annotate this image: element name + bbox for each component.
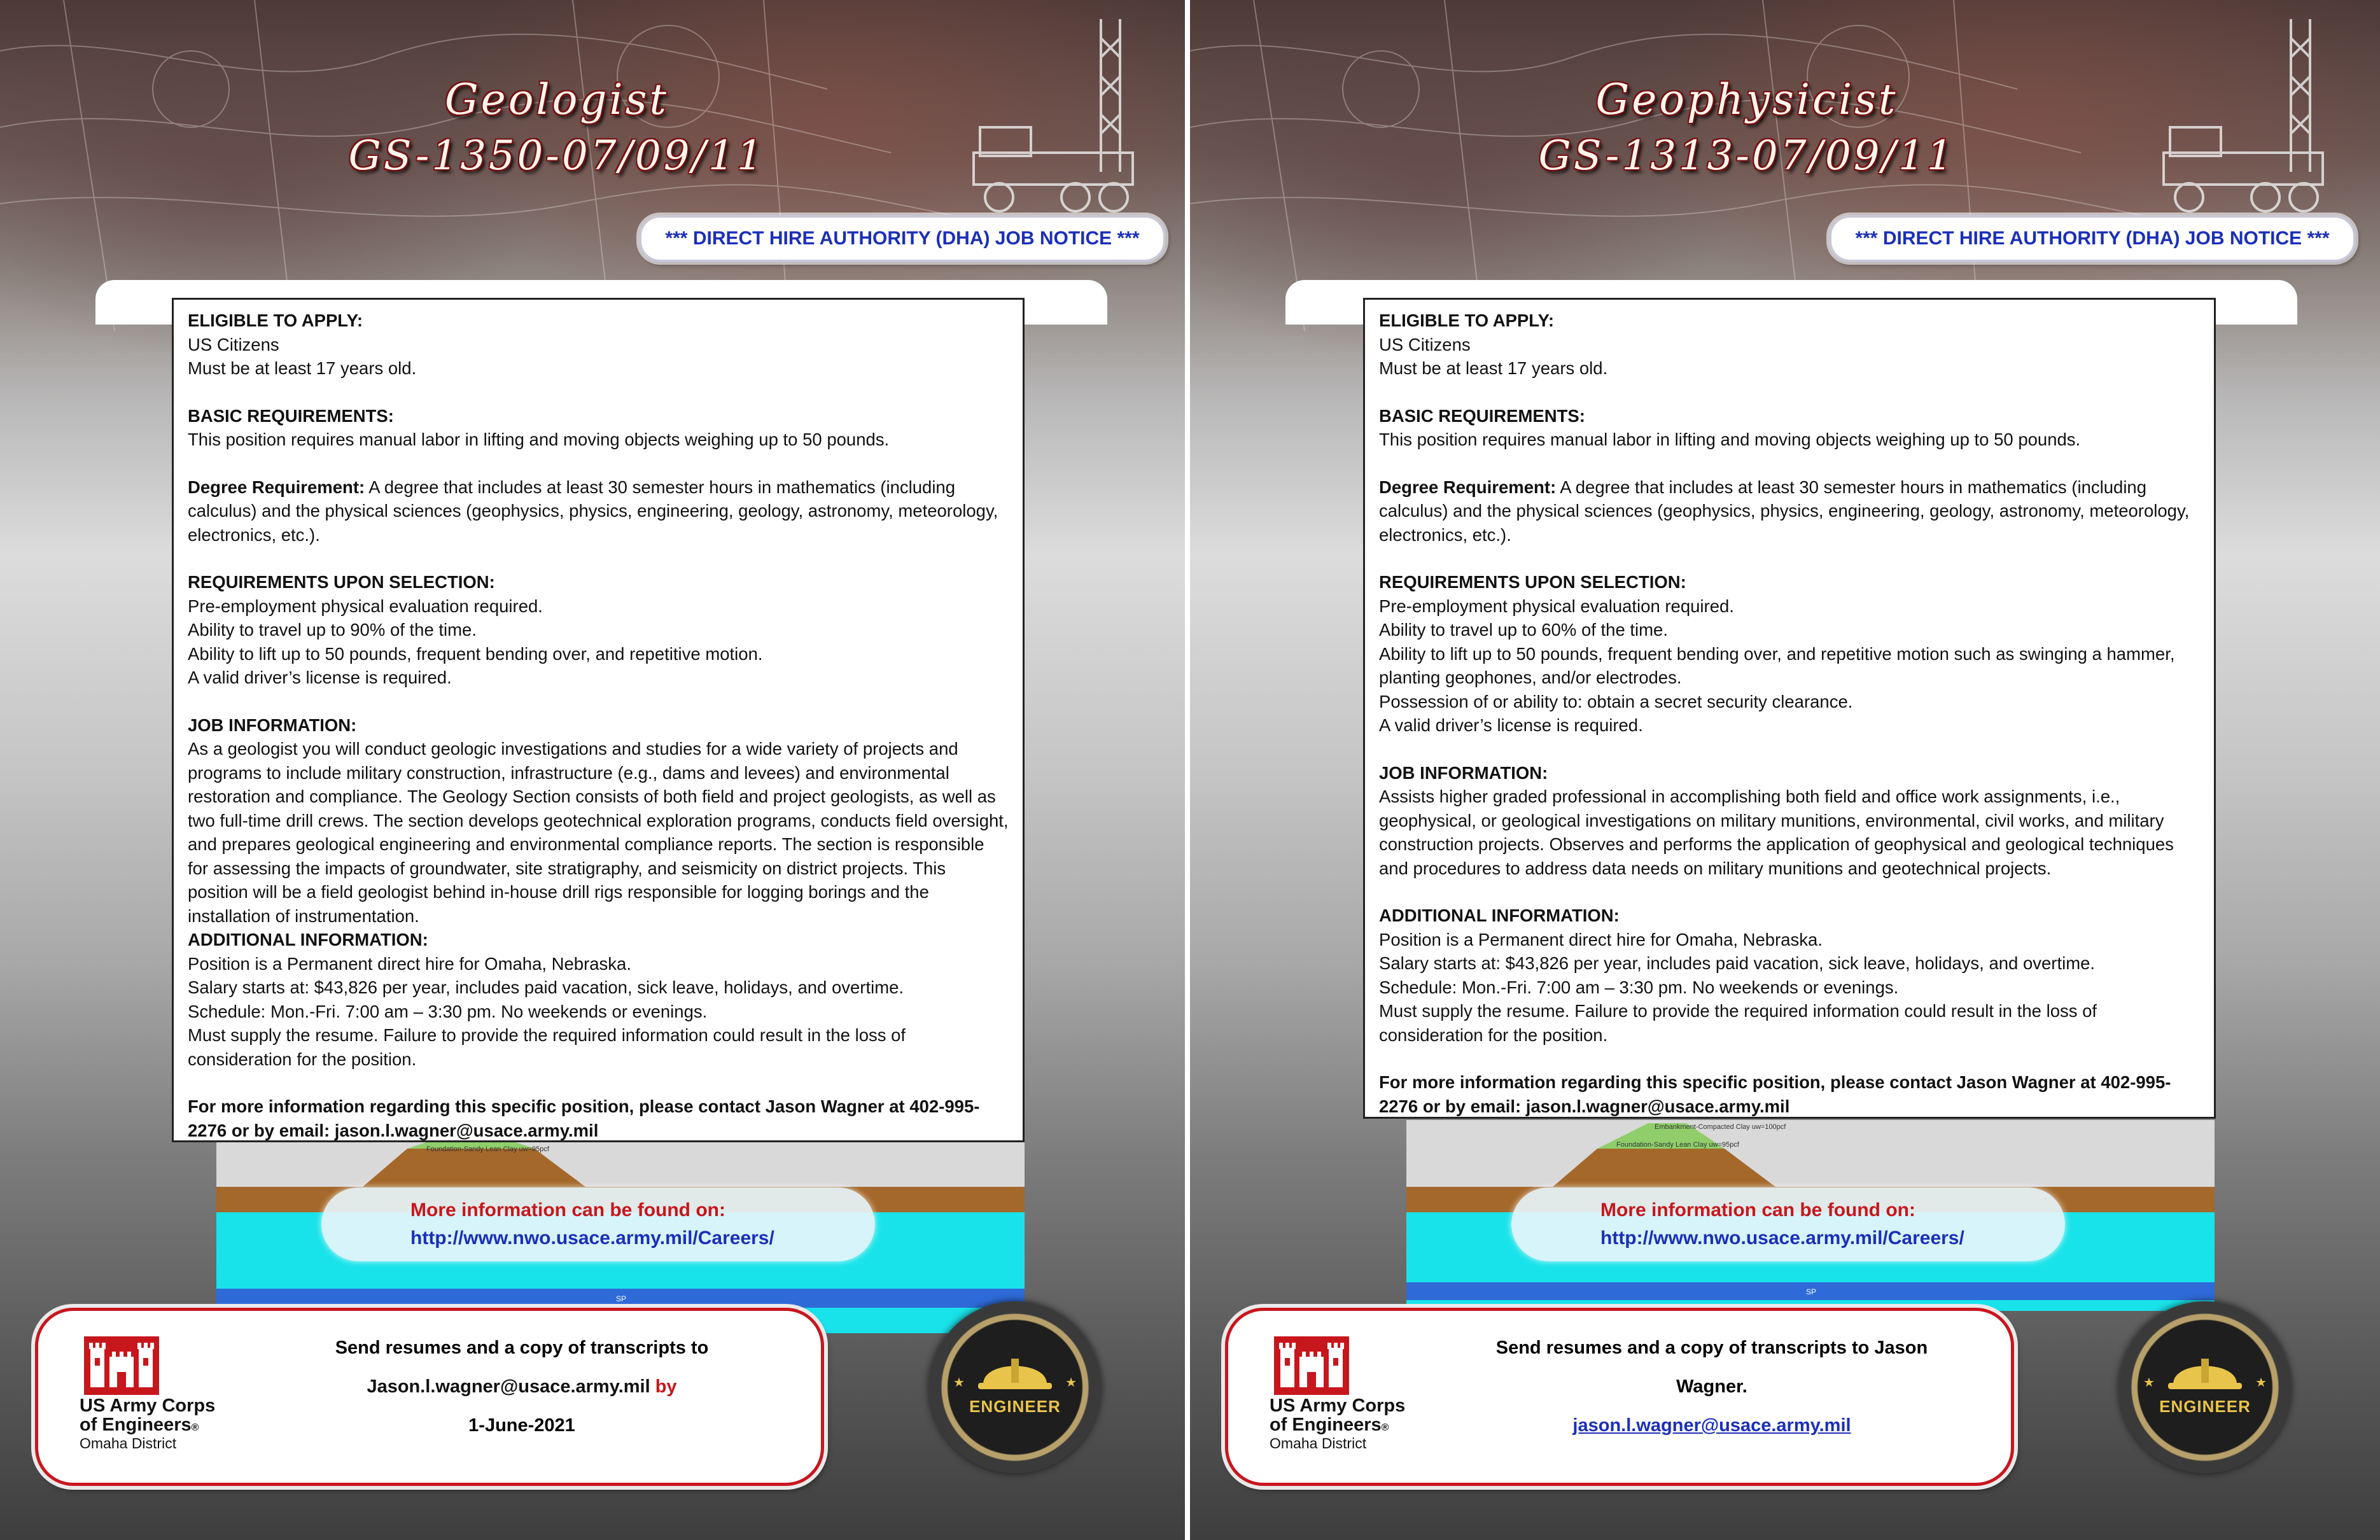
more-info-callout bbox=[1511, 1187, 2065, 1261]
additional-line: Must supply the resume. Failure to provide the required information could result in the loss of consideration for the position. bbox=[188, 1025, 906, 1069]
job-title: Geologist bbox=[444, 75, 669, 124]
degree-label: Degree Requirement: bbox=[1379, 477, 1557, 497]
degree-requirement bbox=[188, 475, 1009, 547]
degree-label: Degree Requirement: bbox=[188, 477, 365, 497]
additional-line: Schedule: Mon.-Fri. 7:00 am – 3:30 pm. No weekends or evenings. bbox=[1379, 977, 1899, 997]
upon-selection-heading: REQUIREMENTS UPON SELECTION: bbox=[1379, 572, 1686, 592]
star-icon: ★ bbox=[953, 1376, 965, 1390]
additional-line: Must supply the resume. Failure to provide the required information could result in the loss of consideration for the position. bbox=[1379, 1001, 2097, 1045]
additional-line: Salary starts at: $43,826 per year, includes paid vacation, sick leave, holidays, and overtime. bbox=[188, 977, 904, 997]
send-instructions: Send resumes and a copy of transcripts to bbox=[335, 1338, 709, 1358]
eligible-line: Must be at least 17 years old. bbox=[1379, 358, 1608, 378]
basic-heading: BASIC REQUIREMENTS: bbox=[188, 405, 394, 426]
engineer-badge bbox=[929, 1301, 1101, 1473]
org-district: Omaha District bbox=[80, 1435, 177, 1452]
basic-heading: BASIC REQUIREMENTS: bbox=[1379, 405, 1585, 426]
additional-info-heading: ADDITIONAL INFORMATION: bbox=[188, 930, 428, 949]
upon-line: Pre-employment physical evaluation required. bbox=[1379, 596, 1734, 616]
degree-text: A degree that includes at least 30 semester hours in mathematics (including calculus) and the physical sciences (geophysics, physics, engineering, geology, astronomy, meteorology, electronics, etc.). bbox=[1379, 477, 2190, 545]
castle-logo-icon bbox=[1274, 1336, 1349, 1395]
upon-line: A valid driver’s license is required. bbox=[1379, 715, 1643, 735]
job-info-heading: JOB INFORMATION: bbox=[188, 715, 357, 735]
footer-panel bbox=[35, 1308, 824, 1486]
layer-label: SP bbox=[616, 1294, 627, 1303]
send-instructions: Send resumes and a copy of transcripts to Jason bbox=[1495, 1338, 1928, 1358]
footer-panel bbox=[1225, 1308, 2014, 1486]
send-email[interactable]: Jason.l.wagner@usace.army.mil bbox=[367, 1376, 650, 1397]
send-email-line: Jason.l.wagner@usace.army.mil by bbox=[367, 1376, 677, 1397]
job-info-text: As a geologist you will conduct geologic investigations and studies for a wide variety of projects and programs to include military construction, infrastructure (e.g., dams and levees) and environmental restoration and compliance. The Geology Section consists of both field and project geologists, as well as two full-time drill crews. The section develops geotechnical exploration programs, conducts field oversight, and prepares geological engineering and environmental compliance reports. The section is responsible for assessing the impacts of groundwater, site stratigraphy, and seismicity on district projects. This position will be a field geologist behind in-house drill rigs responsible for logging borings and the installation of instrumentation. bbox=[188, 739, 1009, 926]
contact-info: For more information regarding this specific position, please contact Jason Wagner at 402-995-2276 or by email: jason.l.wagner@usace.army.mil bbox=[1379, 1072, 2171, 1116]
send-instructions-cont: Wagner. bbox=[1676, 1376, 1747, 1397]
dha-notice-banner: *** DIRECT HIRE AUTHORITY (DHA) JOB NOTICE *** bbox=[639, 215, 1166, 262]
upon-line: Pre-employment physical evaluation required. bbox=[188, 596, 543, 616]
upon-selection-heading: REQUIREMENTS UPON SELECTION: bbox=[188, 572, 495, 592]
badge-text: ENGINEER bbox=[969, 1397, 1061, 1416]
geophysicist-flyer bbox=[1190, 0, 2380, 1540]
more-info-label: More information can be found on: bbox=[410, 1200, 725, 1221]
badge-text: ENGINEER bbox=[2159, 1397, 2251, 1416]
job-title: Geophysicist bbox=[1595, 75, 1898, 124]
hardhat-icon bbox=[977, 1347, 1053, 1392]
additional-info-heading: ADDITIONAL INFORMATION: bbox=[1379, 906, 1620, 925]
upon-line: Ability to lift up to 50 pounds, frequent bending over, and repetitive motion such as swinging a hammer, planting geophones, and/or electrodes. bbox=[1379, 643, 2175, 687]
castle-logo-icon bbox=[84, 1336, 159, 1395]
additional-line: Position is a Permanent direct hire for Omaha, Nebraska. bbox=[188, 953, 631, 974]
star-icon: ★ bbox=[1065, 1376, 1077, 1390]
job-grade: GS-1350-07/09/11 bbox=[348, 132, 766, 179]
upon-line: Ability to travel up to 60% of the time. bbox=[1379, 620, 1668, 640]
additional-line: Salary starts at: $43,826 per year, includes paid vacation, sick leave, holidays, and overtime. bbox=[1379, 953, 2096, 973]
basic-line: This position requires manual labor in lifting and moving objects weighing up to 50 pounds. bbox=[1379, 430, 2081, 449]
additional-line: Position is a Permanent direct hire for Omaha, Nebraska. bbox=[1379, 929, 1823, 949]
basic-line: This position requires manual labor in lifting and moving objects weighing up to 50 pounds. bbox=[188, 430, 890, 449]
job-info-text: Assists higher graded professional in accomplishing both field and office work assignments, i.e., geophysical, or geological investigations on military munitions, environmental, civil works, and military construction projects. Observes and performs the application of geophysical and geological techniques and procedures to address data needs on military munitions and geotechnical projects. bbox=[1379, 787, 2174, 878]
contact-info: For more information regarding this specific position, please contact Jason Wagner at 402-995-2276 or by email: jason.l.wagner@usace.army.mil bbox=[188, 1096, 980, 1140]
star-icon: ★ bbox=[2255, 1376, 2267, 1390]
job-details-box bbox=[1363, 298, 2216, 1119]
eligible-heading: ELIGIBLE TO APPLY: bbox=[188, 311, 363, 330]
eligible-heading: ELIGIBLE TO APPLY: bbox=[1379, 311, 1555, 330]
eligible-line: US Citizens bbox=[188, 334, 279, 354]
more-info-callout bbox=[321, 1187, 875, 1261]
foundation-label: Foundation-Sandy Lean Clay uw=95pcf bbox=[426, 1145, 549, 1153]
eligible-line: Must be at least 17 years old. bbox=[188, 358, 417, 378]
star-icon: ★ bbox=[2143, 1376, 2155, 1390]
additional-line: Schedule: Mon.-Fri. 7:00 am – 3:30 pm. No weekends or evenings. bbox=[188, 1001, 708, 1021]
upon-line: A valid driver’s license is required. bbox=[188, 668, 452, 687]
upon-line: Possession of or ability to: obtain a secret security clearance. bbox=[1379, 691, 1853, 711]
careers-link[interactable]: http://www.nwo.usace.army.mil/Careers/ bbox=[410, 1228, 774, 1249]
job-info-heading: JOB INFORMATION: bbox=[1379, 762, 1548, 783]
hardhat-icon bbox=[2167, 1347, 2243, 1392]
engineer-badge bbox=[2119, 1301, 2291, 1473]
degree-requirement bbox=[1379, 475, 2200, 547]
job-grade: GS-1313-07/09/11 bbox=[1538, 132, 1956, 179]
org-district: Omaha District bbox=[1270, 1435, 1367, 1452]
layer-label: SP bbox=[1806, 1287, 1817, 1296]
careers-link[interactable]: http://www.nwo.usace.army.mil/Careers/ bbox=[1600, 1228, 1964, 1249]
dha-notice-banner: *** DIRECT HIRE AUTHORITY (DHA) JOB NOTICE *** bbox=[1829, 215, 2356, 262]
send-email-link[interactable]: jason.l.wagner@usace.army.mil bbox=[1572, 1415, 1851, 1436]
foundation-label: Foundation-Sandy Lean Clay uw=95pcf bbox=[1616, 1141, 1739, 1149]
degree-text: A degree that includes at least 30 semester hours in mathematics (including calculus) and the physical sciences (geophysics, physics, engineering, geology, astronomy, meteorology, electronics, etc.). bbox=[188, 477, 998, 545]
eligible-line: US Citizens bbox=[1379, 334, 1471, 354]
send-deadline: 1-June-2021 bbox=[468, 1415, 575, 1436]
org-name: US Army Corps of Engineers® bbox=[80, 1396, 216, 1435]
more-info-label: More information can be found on: bbox=[1600, 1200, 1915, 1221]
embankment-label: Embankment-Compacted Clay uw=100pcf bbox=[1655, 1123, 1786, 1131]
org-name: US Army Corps of Engineers® bbox=[1270, 1396, 1406, 1435]
upon-line: Ability to lift up to 50 pounds, frequent bending over, and repetitive motion. bbox=[188, 643, 763, 664]
job-details-box bbox=[172, 298, 1025, 1142]
send-email-line bbox=[1483, 1415, 1941, 1436]
upon-line: Ability to travel up to 90% of the time. bbox=[188, 620, 477, 640]
